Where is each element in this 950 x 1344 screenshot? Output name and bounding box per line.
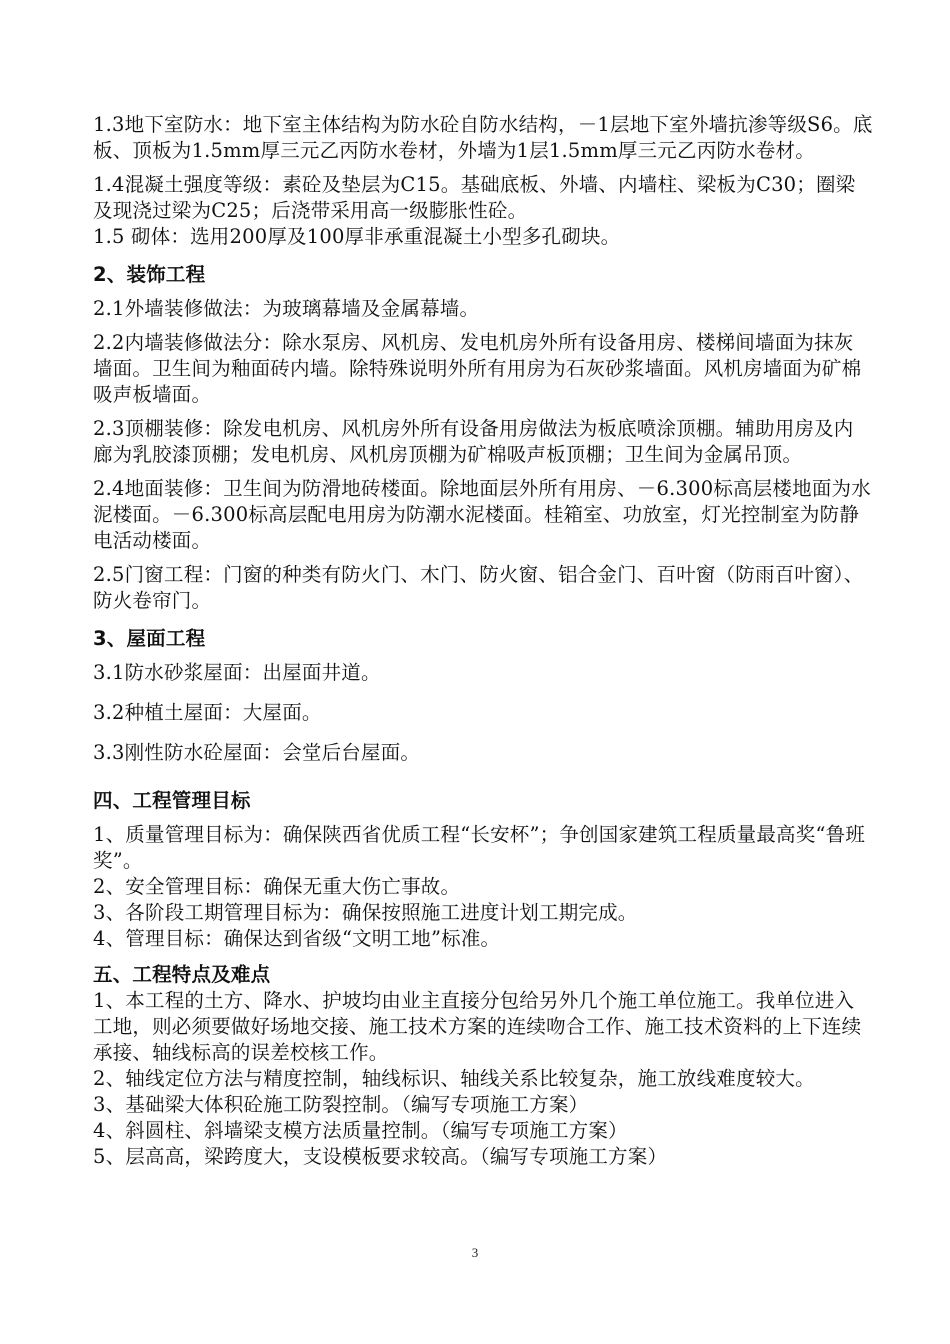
feature-4: 4、斜圆柱、斜墙梁支模方法质量控制。（编写专项施工方案） [93,1119,628,1142]
paragraph-3-3: 3.3刚性防水砼屋面：会堂后台屋面。 [93,741,421,764]
paragraph-3-2: 3.2种植土屋面：大屋面。 [93,701,322,724]
paragraph-2-2: 2.2内墙装修做法分：除水泵房、风机房、发电机房外所有设备用房、楼梯间墙面为抹灰墙面。卫生间为釉面砖内墙。除特殊说明外所有用房为石灰砂浆墙面。风机房墙面为矿棉吸声板墙面。 [93,331,862,406]
paragraph-1-5: 1.5 砌体：选用200厚及100厚非承重混凝土小型多孔砌块。 [93,225,621,248]
feature-2: 2、轴线定位方法与精度控制，轴线标识、轴线关系比较复杂，施工放线难度较大。 [93,1067,815,1090]
feature-5: 5、层高高，梁跨度大，支设模板要求较高。（编写专项施工方案） [93,1145,668,1168]
heading-roof-works: 3、屋面工程 [93,627,206,650]
feature-1: 1、本工程的土方、降水、护坡均由业主直接分包给另外几个施工单位施工。我单位进入工地，则必须要做好场地交接、施工技术方案的连续吻合工作、施工技术资料的上下连续承接、轴线标高的误差校核工作。 [93,989,862,1064]
paragraph-2-5: 2.5门窗工程：门窗的种类有防火门、木门、防火窗、铝合金门、百叶窗（防雨百叶窗）、防火卷帘门。 [93,563,864,612]
goal-management: 4、管理目标：确保达到省级“文明工地”标准。 [93,927,501,950]
paragraph-2-1: 2.1外墙装修做法：为玻璃幕墙及金属幕墙。 [93,297,480,320]
goal-quality: 1、质量管理目标为：确保陕西省优质工程“长安杯”；争创国家建筑工程质量最高奖“鲁班奖”。 [93,823,866,872]
paragraph-3-1: 3.1防水砂浆屋面：出屋面井道。 [93,661,381,684]
paragraph-1-3: 1.3地下室防水：地下室主体结构为防水砼自防水结构，－1层地下室外墙抗渗等级S6。底板、顶板为1.5mm厚三元乙丙防水卷材，外墙为1层1.5mm厚三元乙丙防水卷材。 [93,113,873,162]
document-body [93,112,873,1170]
heading-features-difficulties: 五、工程特点及难点 [93,963,271,986]
paragraph-2-4: 2.4地面装修：卫生间为防滑地砖楼面。除地面层外所有用房、－6.300标高层楼地面为水泥楼面。－6.300标高层配电用房为防潮水泥楼面。桂箱室、功放室，灯光控制室为防静电活动楼面。 [93,477,871,552]
heading-management-goals: 四、工程管理目标 [93,789,251,812]
page-number: 3 [471,1245,479,1260]
heading-decoration-works: 2、装饰工程 [93,263,206,286]
feature-3: 3、基础梁大体积砼施工防裂控制。（编写专项施工方案） [93,1093,589,1116]
paragraph-1-4: 1.4混凝土强度等级：素砼及垫层为C15。基础底板、外墙、内墙柱、梁板为C30；圈梁及现浇过梁为C25；后浇带采用高一级膨胀性砼。 [93,173,856,222]
goal-schedule: 3、各阶段工期管理目标为：确保按照施工进度计划工期完成。 [93,901,638,924]
paragraph-2-3: 2.3顶棚装修：除发电机房、风机房外所有设备用房做法为板底喷涂顶棚。辅助用房及内廊为乳胶漆顶棚；发电机房、风机房顶棚为矿棉吸声板顶棚；卫生间为金属吊顶。 [93,417,854,466]
goal-safety: 2、安全管理目标：确保无重大伤亡事故。 [93,875,461,898]
